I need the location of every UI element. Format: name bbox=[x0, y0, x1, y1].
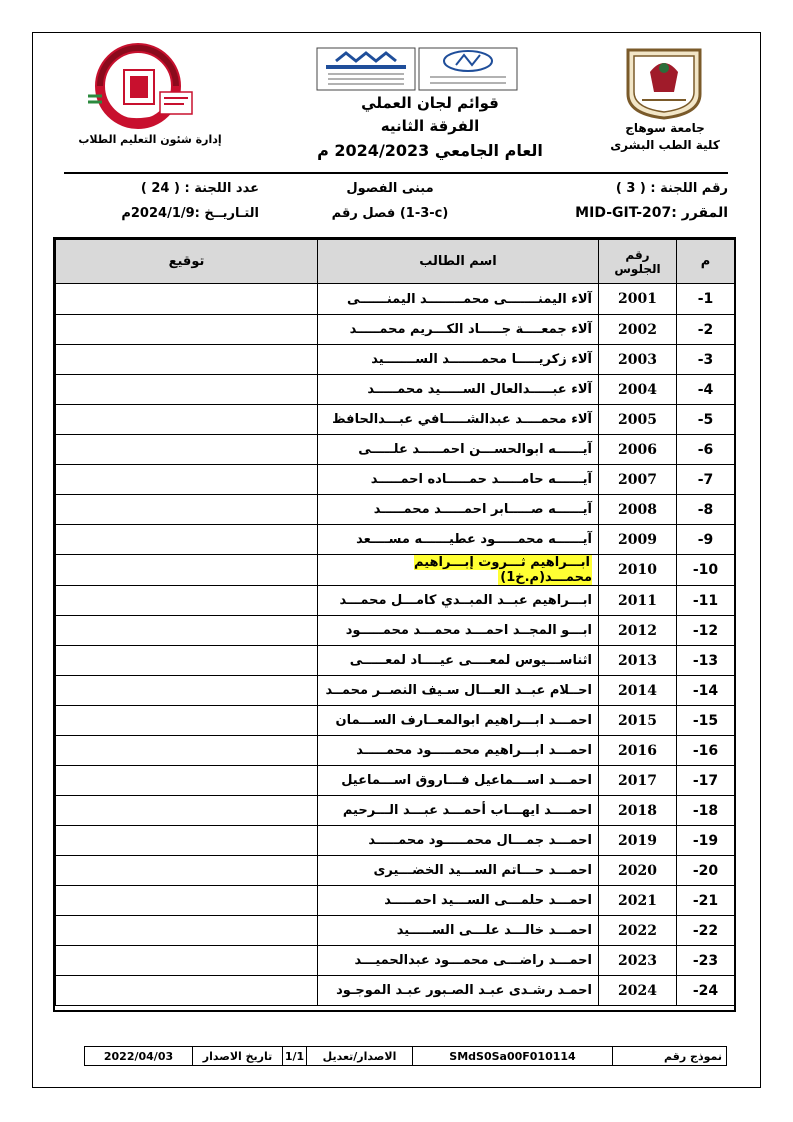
signature-cell[interactable] bbox=[56, 315, 318, 345]
student-name: احمـــد اســـماعيل فـــاروق اســـماعيل bbox=[341, 773, 592, 788]
issue-date: 2022/04/03 bbox=[85, 1047, 193, 1066]
student-name: احمـد رشـدى عبـد الصـبور عبـد الموجـود bbox=[336, 983, 592, 998]
seat-number: 2005 bbox=[599, 405, 677, 435]
seat-number: 2007 bbox=[599, 465, 677, 495]
edition-label: الاصدار/تعديل bbox=[307, 1047, 413, 1066]
table-row bbox=[56, 315, 735, 345]
row-index: -12 bbox=[677, 616, 735, 646]
row-index: -8 bbox=[677, 495, 735, 525]
table-row bbox=[56, 946, 735, 976]
signature-cell[interactable] bbox=[56, 886, 318, 916]
student-name-cell bbox=[318, 495, 599, 525]
seat-number: 2023 bbox=[599, 946, 677, 976]
student-name: احمــــد ايهـــاب أحمـــد عبـــد الـــرحيم bbox=[342, 803, 592, 818]
signature-cell[interactable] bbox=[56, 616, 318, 646]
row-index: -2 bbox=[677, 315, 735, 345]
seat-number: 2002 bbox=[599, 315, 677, 345]
table-row bbox=[56, 616, 735, 646]
table-row bbox=[56, 345, 735, 375]
table-row bbox=[56, 555, 735, 586]
table-row bbox=[56, 495, 735, 525]
seat-number: 2017 bbox=[599, 766, 677, 796]
department-name: إدارة شئون التعليم الطلاب bbox=[78, 133, 222, 146]
university-logo bbox=[620, 42, 708, 120]
row-index: -9 bbox=[677, 525, 735, 555]
signature-cell[interactable] bbox=[56, 586, 318, 616]
certification-badges bbox=[316, 47, 518, 91]
row-index: -19 bbox=[677, 826, 735, 856]
seat-number: 2024 bbox=[599, 976, 677, 1006]
header-index: م bbox=[677, 240, 735, 284]
table-row bbox=[56, 405, 735, 435]
seat-number: 2021 bbox=[599, 886, 677, 916]
table-row bbox=[56, 766, 735, 796]
exam-date: التـاريــخ :2024/1/9م bbox=[121, 206, 259, 221]
student-name-cell bbox=[318, 586, 599, 616]
table-row bbox=[56, 736, 735, 766]
seat-number: 2008 bbox=[599, 495, 677, 525]
table-row bbox=[56, 886, 735, 916]
seat-number: 2013 bbox=[599, 646, 677, 676]
signature-cell[interactable] bbox=[56, 976, 318, 1006]
student-name: آيــــــه صـــــابر احمـــــد محمـــــد bbox=[373, 502, 592, 517]
student-name-cell bbox=[318, 826, 599, 856]
seat-number: 2004 bbox=[599, 375, 677, 405]
student-name: ابـــراهيم ثـــروت إبـــراهيم محمـــد(م.خ1) bbox=[414, 555, 592, 585]
student-name: احمـــد راضـــى محمـــود عبدالحميـــد bbox=[354, 953, 592, 968]
building-name: مبنى الفصول bbox=[346, 181, 434, 196]
student-name-cell bbox=[318, 284, 599, 315]
student-affairs-logo bbox=[80, 40, 202, 132]
seat-number: 2001 bbox=[599, 284, 677, 315]
table-row bbox=[56, 856, 735, 886]
student-name-cell bbox=[318, 736, 599, 766]
signature-cell[interactable] bbox=[56, 555, 318, 586]
signature-cell[interactable] bbox=[56, 796, 318, 826]
student-name-cell bbox=[318, 886, 599, 916]
student-name-cell bbox=[318, 676, 599, 706]
student-name-cell bbox=[318, 976, 599, 1006]
signature-cell[interactable] bbox=[56, 736, 318, 766]
row-index: -23 bbox=[677, 946, 735, 976]
signature-cell[interactable] bbox=[56, 706, 318, 736]
signature-cell[interactable] bbox=[56, 435, 318, 465]
student-name: احمـــد حـــاتم الســـيد الخضـــيرى bbox=[373, 863, 592, 878]
table-row bbox=[56, 676, 735, 706]
seat-number: 2014 bbox=[599, 676, 677, 706]
student-name-cell bbox=[318, 555, 599, 586]
student-name: آلاء عبـــــدالعال الســـــيد محمـــــد bbox=[367, 382, 592, 397]
table-row bbox=[56, 976, 735, 1006]
signature-cell[interactable] bbox=[56, 345, 318, 375]
seat-number: 2009 bbox=[599, 525, 677, 555]
signature-cell[interactable] bbox=[56, 525, 318, 555]
row-index: -7 bbox=[677, 465, 735, 495]
student-name: احمـــد خالـــد علـــى الســـــيد bbox=[396, 923, 592, 938]
student-name: ابـــراهيم عبــد المبــدي كامـــل محمـــد bbox=[339, 593, 592, 608]
row-index: -21 bbox=[677, 886, 735, 916]
row-index: -10 bbox=[677, 555, 735, 586]
row-index: -18 bbox=[677, 796, 735, 826]
row-index: -6 bbox=[677, 435, 735, 465]
row-index: -11 bbox=[677, 586, 735, 616]
student-name: آيــــــه حامـــــد حمـــــاده احمـــــد bbox=[370, 472, 592, 487]
seat-number: 2010 bbox=[599, 555, 677, 586]
header-signature: توقيع bbox=[56, 240, 318, 284]
table-row bbox=[56, 525, 735, 555]
table-row bbox=[56, 586, 735, 616]
seat-number: 2018 bbox=[599, 796, 677, 826]
year-level: الفرقة الثانيه bbox=[380, 117, 480, 135]
page-title: قوائم لجان العملي bbox=[361, 94, 499, 112]
signature-cell[interactable] bbox=[56, 646, 318, 676]
signature-cell[interactable] bbox=[56, 916, 318, 946]
faculty-name: كلية الطب البشرى bbox=[610, 138, 720, 152]
student-name-cell bbox=[318, 916, 599, 946]
form-number: SMdS0Sa00F010114 bbox=[413, 1047, 613, 1066]
table-row bbox=[56, 435, 735, 465]
student-name: آلاء جمعــــة جـــــاد الكـــريم محمـــــد bbox=[349, 322, 592, 337]
student-name: ابـــو المجــد احمـــد محمـــد محمـــــود bbox=[345, 623, 592, 638]
signature-cell[interactable] bbox=[56, 766, 318, 796]
seat-number: 2012 bbox=[599, 616, 677, 646]
row-index: -17 bbox=[677, 766, 735, 796]
table-row bbox=[56, 646, 735, 676]
table-row bbox=[56, 706, 735, 736]
student-name: احــلام عبــد العـــال سـيف النصــر محمــد bbox=[325, 683, 592, 698]
student-name: احمـــد ابـــراهيم محمـــــود محمـــــد bbox=[356, 743, 592, 758]
student-name: اثناســـيوس لمعــــى عيــــاد لمعـــــى bbox=[349, 653, 592, 668]
row-index: -22 bbox=[677, 916, 735, 946]
signature-cell[interactable] bbox=[56, 826, 318, 856]
student-name-cell bbox=[318, 315, 599, 345]
committee-count: عدد اللجنة : ( 24 ) bbox=[140, 181, 259, 196]
student-name: آلاء محمــــد عبدالشـــــافي عبـــدالحافظ bbox=[332, 412, 592, 427]
signature-cell[interactable] bbox=[56, 856, 318, 886]
student-name-cell bbox=[318, 405, 599, 435]
student-name: آيــــــه ابوالحســـن احمـــــد علـــــى bbox=[358, 442, 592, 457]
header-seat-number bbox=[599, 240, 677, 284]
student-name-cell bbox=[318, 525, 599, 555]
seat-number: 2022 bbox=[599, 916, 677, 946]
student-name-cell bbox=[318, 435, 599, 465]
academic-year: العام الجامعي 2024/2023 م bbox=[317, 141, 543, 160]
header-divider bbox=[64, 172, 728, 174]
header-seat-line2: الجلوس bbox=[614, 261, 661, 276]
table-header-row bbox=[56, 240, 735, 284]
seat-number: 2016 bbox=[599, 736, 677, 766]
seat-number: 2006 bbox=[599, 435, 677, 465]
student-name: احمـــد حلمـــى الســـيد احمـــــد bbox=[384, 893, 592, 908]
row-index: -13 bbox=[677, 646, 735, 676]
row-index: -5 bbox=[677, 405, 735, 435]
student-name-cell bbox=[318, 946, 599, 976]
student-name: احمـــد جمـــال محمـــــود محمـــــد bbox=[368, 833, 592, 848]
student-name-cell bbox=[318, 345, 599, 375]
student-table bbox=[55, 239, 735, 1006]
student-name: آلاء اليمنـــــــى محمــــــــد اليمنــــــى bbox=[347, 291, 592, 307]
signature-cell[interactable] bbox=[56, 405, 318, 435]
table-row bbox=[56, 826, 735, 856]
seat-number: 2011 bbox=[599, 586, 677, 616]
seat-number: 2020 bbox=[599, 856, 677, 886]
seat-number: 2015 bbox=[599, 706, 677, 736]
table-row bbox=[56, 916, 735, 946]
student-name: آيــــــه محمـــــود عطيــــــه مســــعد bbox=[356, 532, 592, 547]
table-row bbox=[56, 284, 735, 315]
header-seat-line1: رقم bbox=[625, 247, 650, 262]
university-name: جامعة سوهاج bbox=[625, 121, 705, 135]
student-name-cell bbox=[318, 375, 599, 405]
table-row bbox=[56, 465, 735, 495]
student-name-cell bbox=[318, 856, 599, 886]
row-index: -15 bbox=[677, 706, 735, 736]
signature-cell[interactable] bbox=[56, 946, 318, 976]
signature-cell[interactable] bbox=[56, 676, 318, 706]
signature-cell[interactable] bbox=[56, 375, 318, 405]
student-name-cell bbox=[318, 706, 599, 736]
committee-number: رقم اللجنة : ( 3 ) bbox=[615, 181, 728, 196]
row-index: -14 bbox=[677, 676, 735, 706]
header-student-name: اسم الطالب bbox=[318, 240, 599, 284]
signature-cell[interactable] bbox=[56, 495, 318, 525]
row-index: -16 bbox=[677, 736, 735, 766]
issue-date-label: تاريخ الاصدار bbox=[193, 1047, 283, 1066]
row-index: -3 bbox=[677, 345, 735, 375]
row-index: -20 bbox=[677, 856, 735, 886]
table-row bbox=[56, 375, 735, 405]
signature-cell[interactable] bbox=[56, 284, 318, 315]
student-name-cell bbox=[318, 766, 599, 796]
seat-number: 2003 bbox=[599, 345, 677, 375]
form-number-label: نموذج رقم bbox=[613, 1047, 727, 1066]
student-name: احمـــد ابـــراهيم ابوالمعــارف الســـمان bbox=[335, 713, 592, 728]
row-index: -1 bbox=[677, 284, 735, 315]
table-row bbox=[56, 796, 735, 826]
student-name-cell bbox=[318, 616, 599, 646]
row-index: -4 bbox=[677, 375, 735, 405]
student-name: آلاء زكريـــــا محمـــــــد الســـــــيد bbox=[371, 352, 592, 367]
student-name-cell bbox=[318, 646, 599, 676]
student-name-cell bbox=[318, 465, 599, 495]
edition-number: 1/1 bbox=[283, 1047, 307, 1066]
room-number: فصل رقم (3-1-c) bbox=[331, 206, 449, 221]
student-name-cell bbox=[318, 796, 599, 826]
row-index: -24 bbox=[677, 976, 735, 1006]
seat-number: 2019 bbox=[599, 826, 677, 856]
signature-cell[interactable] bbox=[56, 465, 318, 495]
form-footer bbox=[84, 1046, 727, 1066]
course-code: المقرر :MID-GIT-207 bbox=[575, 205, 728, 221]
